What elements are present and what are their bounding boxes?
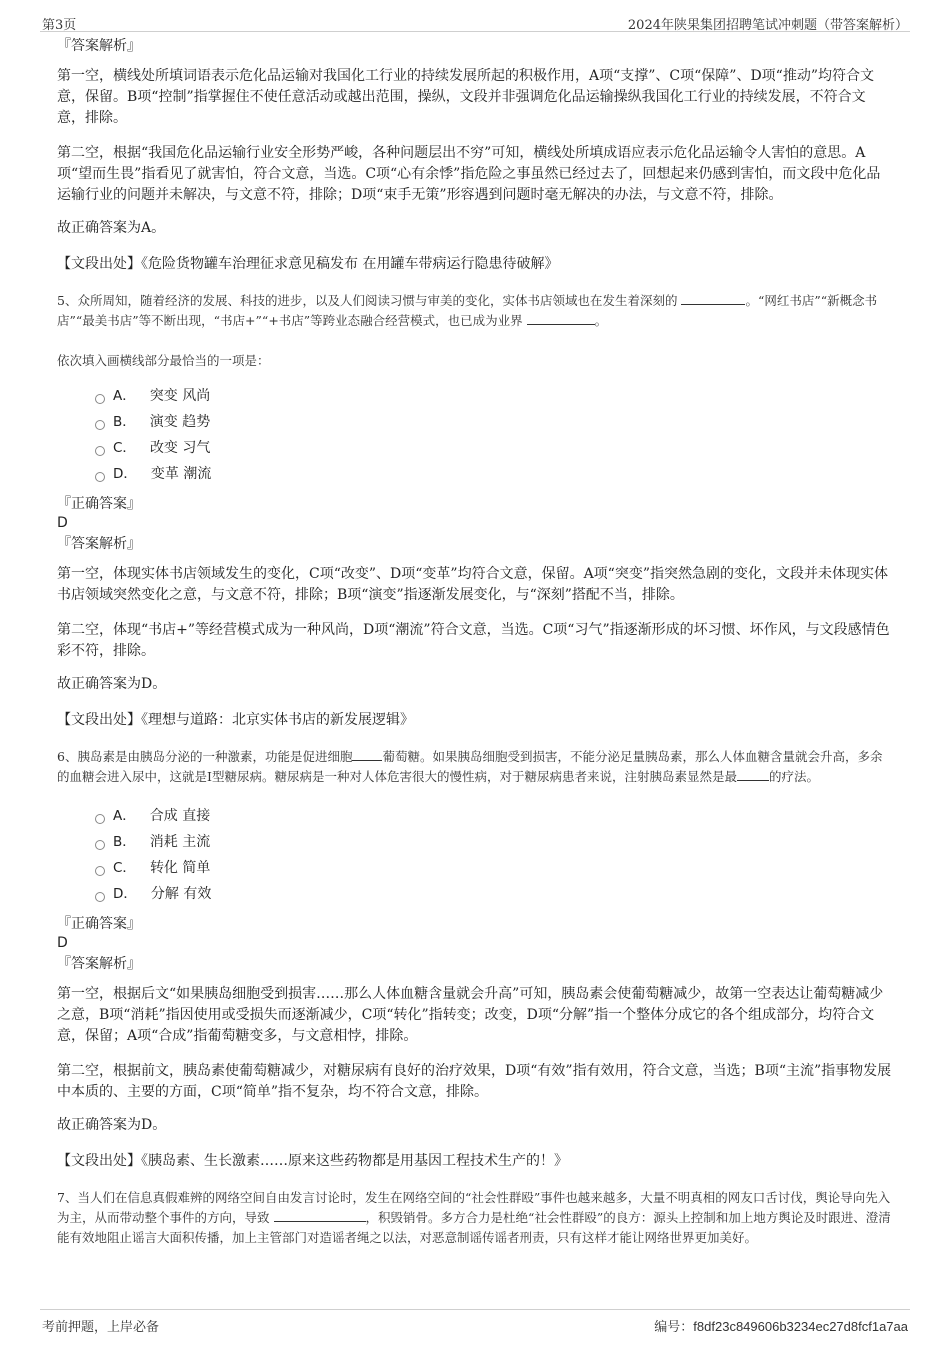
analysis-conclusion: 故正确答案为D。: [57, 676, 167, 692]
radio-icon[interactable]: [95, 420, 105, 430]
document-id: 编号：f8df23c849606b3234ec27d8fcf1a7aa: [654, 1319, 908, 1334]
question-5: [57, 291, 893, 731]
page-content: [57, 36, 893, 1248]
option-c[interactable]: [95, 435, 893, 461]
question-5-stem: [57, 291, 893, 331]
correct-answer-label: 『正确答案』: [57, 916, 141, 932]
option-c[interactable]: [95, 855, 893, 881]
option-text: 突变 风尚: [149, 388, 211, 404]
question-5-text-2: 。“网红书店”“新概念书店”“最美书店”等不断出现，“书店+”“+书店”等跨业态融合经营模式，也已成为业界: [57, 293, 878, 328]
question-6: [57, 747, 893, 1172]
question-6-text-1: 6、胰岛素是由胰岛分泌的一种激素，功能是促进细胞: [57, 749, 353, 764]
text-source: 【文段出处】《危险货物罐车治理征求意见稿发布 在用罐车带病运行隐患待破解》: [57, 256, 559, 272]
option-letter: D．: [113, 886, 137, 902]
analysis-paragraph-1: 第一空，体现实体书店领域发生的变化，C项“改变”、D项“变革”均符合文意，保留。A项“突变”指突然急剧的变化，文段并未体现实体书店领域突然变化之意，与文意不符，排除；B项“演变”指逐渐发展变化，与“深刻”搭配不当，排除。: [57, 566, 888, 603]
analysis-label: 『答案解析』: [57, 536, 141, 552]
radio-icon[interactable]: [95, 446, 105, 456]
footer-slogan: 考前押题，上岸必备: [42, 1320, 160, 1335]
option-b[interactable]: [95, 409, 893, 435]
radio-icon[interactable]: [95, 866, 105, 876]
analysis-paragraph-1: 第一空，横线处所填词语表示危化品运输对我国化工行业的持续发展所起的积极作用，A项“支撑”、C项“保障”、D项“推动”均符合文意，保留。B项“控制”指掌握住不使任意活动或越出范围，操纵，文段并非强调危化品运输操纵我国化工行业的持续发展，不符合文意，排除。: [57, 68, 874, 126]
option-letter: B．: [113, 834, 136, 850]
correct-answer: D: [57, 935, 68, 951]
analysis-label: 『答案解析』: [57, 38, 141, 54]
page-footer: [40, 1309, 910, 1339]
option-text: 演变 趋势: [149, 414, 211, 430]
radio-icon[interactable]: [95, 394, 105, 404]
option-d[interactable]: [95, 461, 893, 487]
analysis-paragraph-2: 第二空，体现“书店+”等经营模式成为一种风尚，D项“潮流”符合文意，当选。C项“习气”指逐渐形成的坏习惯、坏作风，与文段感情色彩不符，排除。: [57, 622, 890, 659]
option-text: 消耗 主流: [149, 834, 211, 850]
option-text: 合成 直接: [149, 808, 211, 824]
analysis-paragraph-1: 第一空，根据后文“如果胰岛细胞受到损害……那么人体血糖含量就会升高”可知，胰岛素会使葡萄糖减少，故第一空表达让葡萄糖减少之意，B项“消耗”指因使用或受损失而逐渐减少，C项“转化”指转变；改变，D项“分解”指一个整体分成它的各个组成部分，均符合文意，保留；A项“合成”指葡萄糖变多，与文意相悖，排除。: [57, 986, 884, 1044]
answer-blank: [681, 291, 745, 305]
page-number: 第3页: [42, 18, 77, 33]
question-6-options: [95, 803, 893, 907]
question-5-text-3: 。: [594, 313, 608, 328]
option-letter: C．: [113, 440, 136, 456]
option-text: 改变 习气: [149, 440, 211, 456]
answer-blank: [527, 311, 595, 325]
analysis-conclusion: 故正确答案为A。: [57, 220, 166, 236]
option-a[interactable]: [95, 803, 893, 829]
question-6-stem: [57, 747, 893, 787]
radio-icon[interactable]: [95, 892, 105, 902]
option-letter: D．: [113, 466, 137, 482]
option-letter: B．: [113, 414, 136, 430]
question-5-text-1: 5、众所周知，随着经济的发展、科技的进步，以及人们阅读习惯与审美的变化，实体书店领域也在发生着深刻的: [57, 293, 678, 308]
option-letter: A．: [113, 808, 136, 824]
question-7-text-2: ，积毁销骨。多方合力是杜绝“社会性群殴”的良方：源头上控制和加上地方舆论及时跟进、澄清能有效地阻止谣言大面积传播，加上主管部门对造谣者绳之以法，对恶意制谣传谣者刑责，只有这样才能让网络世界更加美好。: [57, 1210, 891, 1245]
question-instruction: 依次填入画横线部分最恰当的一项是：: [57, 353, 270, 368]
option-d[interactable]: [95, 881, 893, 907]
radio-icon[interactable]: [95, 840, 105, 850]
analysis-paragraph-2: 第二空，根据“我国危化品运输行业安全形势严峻，各种问题层出不穷”可知，横线处所填成语应表示危化品运输令人害怕的意思。A项“望而生畏”指看见了就害怕，符合文意，当选。C项“心有余悸”指危险之事虽然已经过去了，回想起来仍感到害怕，而文段中危化品运输行业的问题并未解决，与文意不符，排除；D项“束手无策”形容遇到问题时毫无解决的办法，与文意不符，排除。: [57, 145, 881, 203]
question-6-text-3: 的疗法。: [768, 769, 819, 784]
analysis-paragraph-2: 第二空，根据前文，胰岛素使葡萄糖减少，对糖尿病有良好的治疗效果，D项“有效”指有效用，符合文意，当选；B项“主流”指事物发展中本质的、主要的方面，C项“简单”指不复杂，均不符合文意，排除。: [57, 1063, 892, 1100]
text-source: 【文段出处】《胰岛素、生长激素……原来这些药物都是用基因工程技术生产的！》: [57, 1153, 568, 1169]
option-text: 转化 简单: [149, 860, 211, 876]
question-7-stem: [57, 1188, 893, 1248]
option-letter: A．: [113, 388, 136, 404]
radio-icon[interactable]: [95, 472, 105, 482]
option-text: 分解 有效: [150, 886, 212, 902]
option-a[interactable]: [95, 383, 893, 409]
analysis-conclusion: 故正确答案为D。: [57, 1117, 167, 1133]
question-5-options: [95, 383, 893, 487]
answer-blank: [737, 767, 769, 781]
radio-icon[interactable]: [95, 814, 105, 824]
option-text: 变革 潮流: [150, 466, 212, 482]
question-7-text-1: 7、当人们在信息真假难辨的网络空间自由发言讨论时，发生在网络空间的“社会性群殴”事件也越来越多，大量不明真相的网友口舌讨伐，舆论导向先入为主，从而带动整个事件的方向，导致: [57, 1190, 891, 1225]
page-header: [40, 12, 910, 32]
correct-answer: D: [57, 515, 68, 531]
option-b[interactable]: [95, 829, 893, 855]
text-source: 【文段出处】《理想与道路：北京实体书店的新发展逻辑》: [57, 712, 414, 728]
answer-blank: [352, 747, 382, 761]
previous-question-analysis: [57, 36, 893, 275]
question-6-text-2: 葡萄糖。如果胰岛细胞受到损害，不能分泌足量胰岛素，那么人体血糖含量就会升高，多余的血糖会进入尿中，这就是I型糖尿病。糖尿病是一种对人体危害很大的慢性病，对于糖尿病患者来说，注射胰岛素显然是最: [57, 749, 883, 784]
correct-answer-label: 『正确答案』: [57, 496, 141, 512]
answer-blank: [274, 1208, 366, 1222]
document-title: 2024年陕果集团招聘笔试冲刺题（带答案解析）: [627, 18, 908, 33]
analysis-label: 『答案解析』: [57, 956, 141, 972]
question-7: [57, 1188, 893, 1248]
option-letter: C．: [113, 860, 136, 876]
